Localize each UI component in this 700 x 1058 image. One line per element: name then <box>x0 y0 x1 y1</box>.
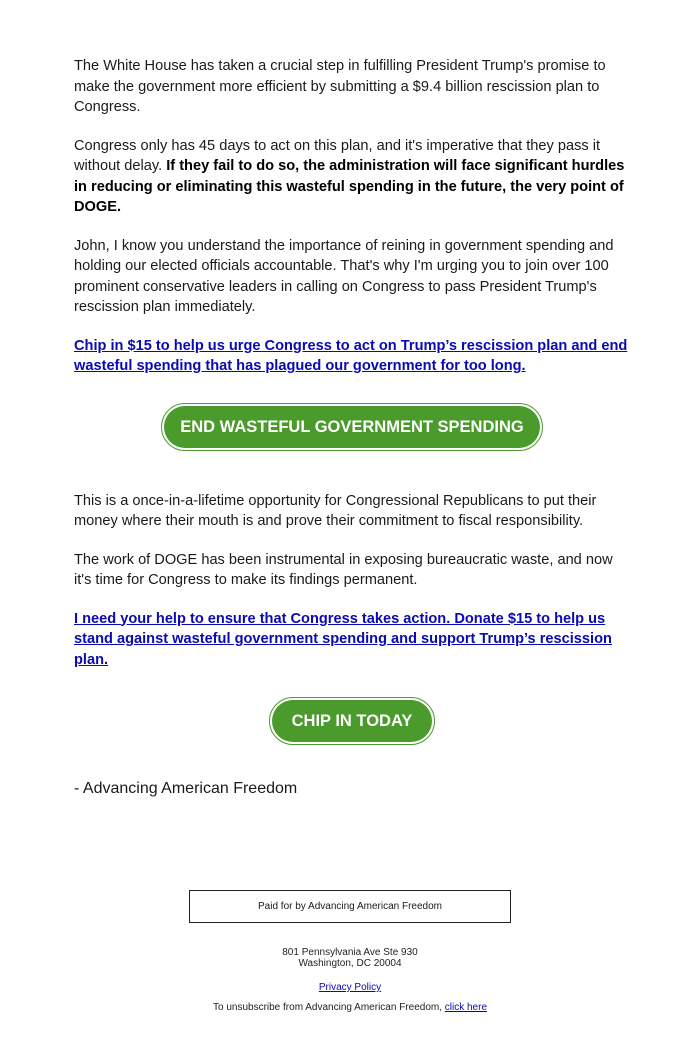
button-row-2 <box>74 697 630 745</box>
paragraph-doge: The work of DOGE has been instrumental in exposing bureaucratic waste, and now it's time for Congress to make its findings permanent. <box>74 551 613 588</box>
address-block <box>0 947 700 969</box>
privacy-row <box>0 982 700 993</box>
donate-link[interactable]: I need your help to ensure that Congress takes action. Donate $15 to help us stand against wasteful government spending and support Trump’s rescission plan. <box>74 610 612 668</box>
end-spending-button-frame <box>161 403 543 451</box>
paragraph-intro: The White House has taken a crucial step in fulfilling President Trump's promise to make the government more efficient by submitting a $9.4 billion rescission plan to Congress. <box>74 58 606 115</box>
unsubscribe-link[interactable]: click here <box>444 1002 488 1013</box>
paragraph-deadline <box>74 136 630 218</box>
chip-in-link[interactable]: Chip in $15 to help us urge Congress to act on Trump’s rescission plan and end wasteful spending that has plagued our government for too long. <box>74 337 628 374</box>
paragraph-deadline-text: Congress only has 45 days to act on this plan, and it's imperative that they pass it without delay. <box>74 137 601 174</box>
unsubscribe-text: To unsubscribe from Advancing American Freedom, <box>212 1002 445 1013</box>
signature: - Advancing American Freedom <box>74 780 298 797</box>
email-body <box>74 56 630 800</box>
paragraph-appeal: John, I know you understand the importance of reining in government spending and holding our elected officials accountable. That's why I'm urging you to join over 100 prominent conservative leaders in calling on Congress to pass President Trump's rescission plan immediately. <box>74 237 614 315</box>
paragraph-deadline-bold: If they fail to do so, the administration will face significant hurdles in reducing or eliminating this wasteful spending in the future, the very point of DOGE. <box>74 158 625 215</box>
paragraph-opportunity: This is a once-in-a-lifetime opportunity for Congressional Republicans to put their money where their mouth is and prove their commitment to fiscal responsibility. <box>74 492 597 529</box>
button-row-1 <box>74 403 630 451</box>
unsubscribe-row <box>0 1002 700 1013</box>
paid-for-disclaimer: Paid for by Advancing American Freedom <box>189 890 511 923</box>
address-line-1: 801 Pennsylvania Ave Ste 930 <box>282 947 418 958</box>
chip-in-button-frame <box>269 697 435 745</box>
privacy-policy-link[interactable]: Privacy Policy <box>318 982 382 993</box>
end-wasteful-spending-button[interactable]: END WASTEFUL GOVERNMENT SPENDING <box>164 406 540 448</box>
chip-in-today-button[interactable]: CHIP IN TODAY <box>272 700 432 742</box>
address-line-2: Washington, DC 20004 <box>298 958 402 969</box>
